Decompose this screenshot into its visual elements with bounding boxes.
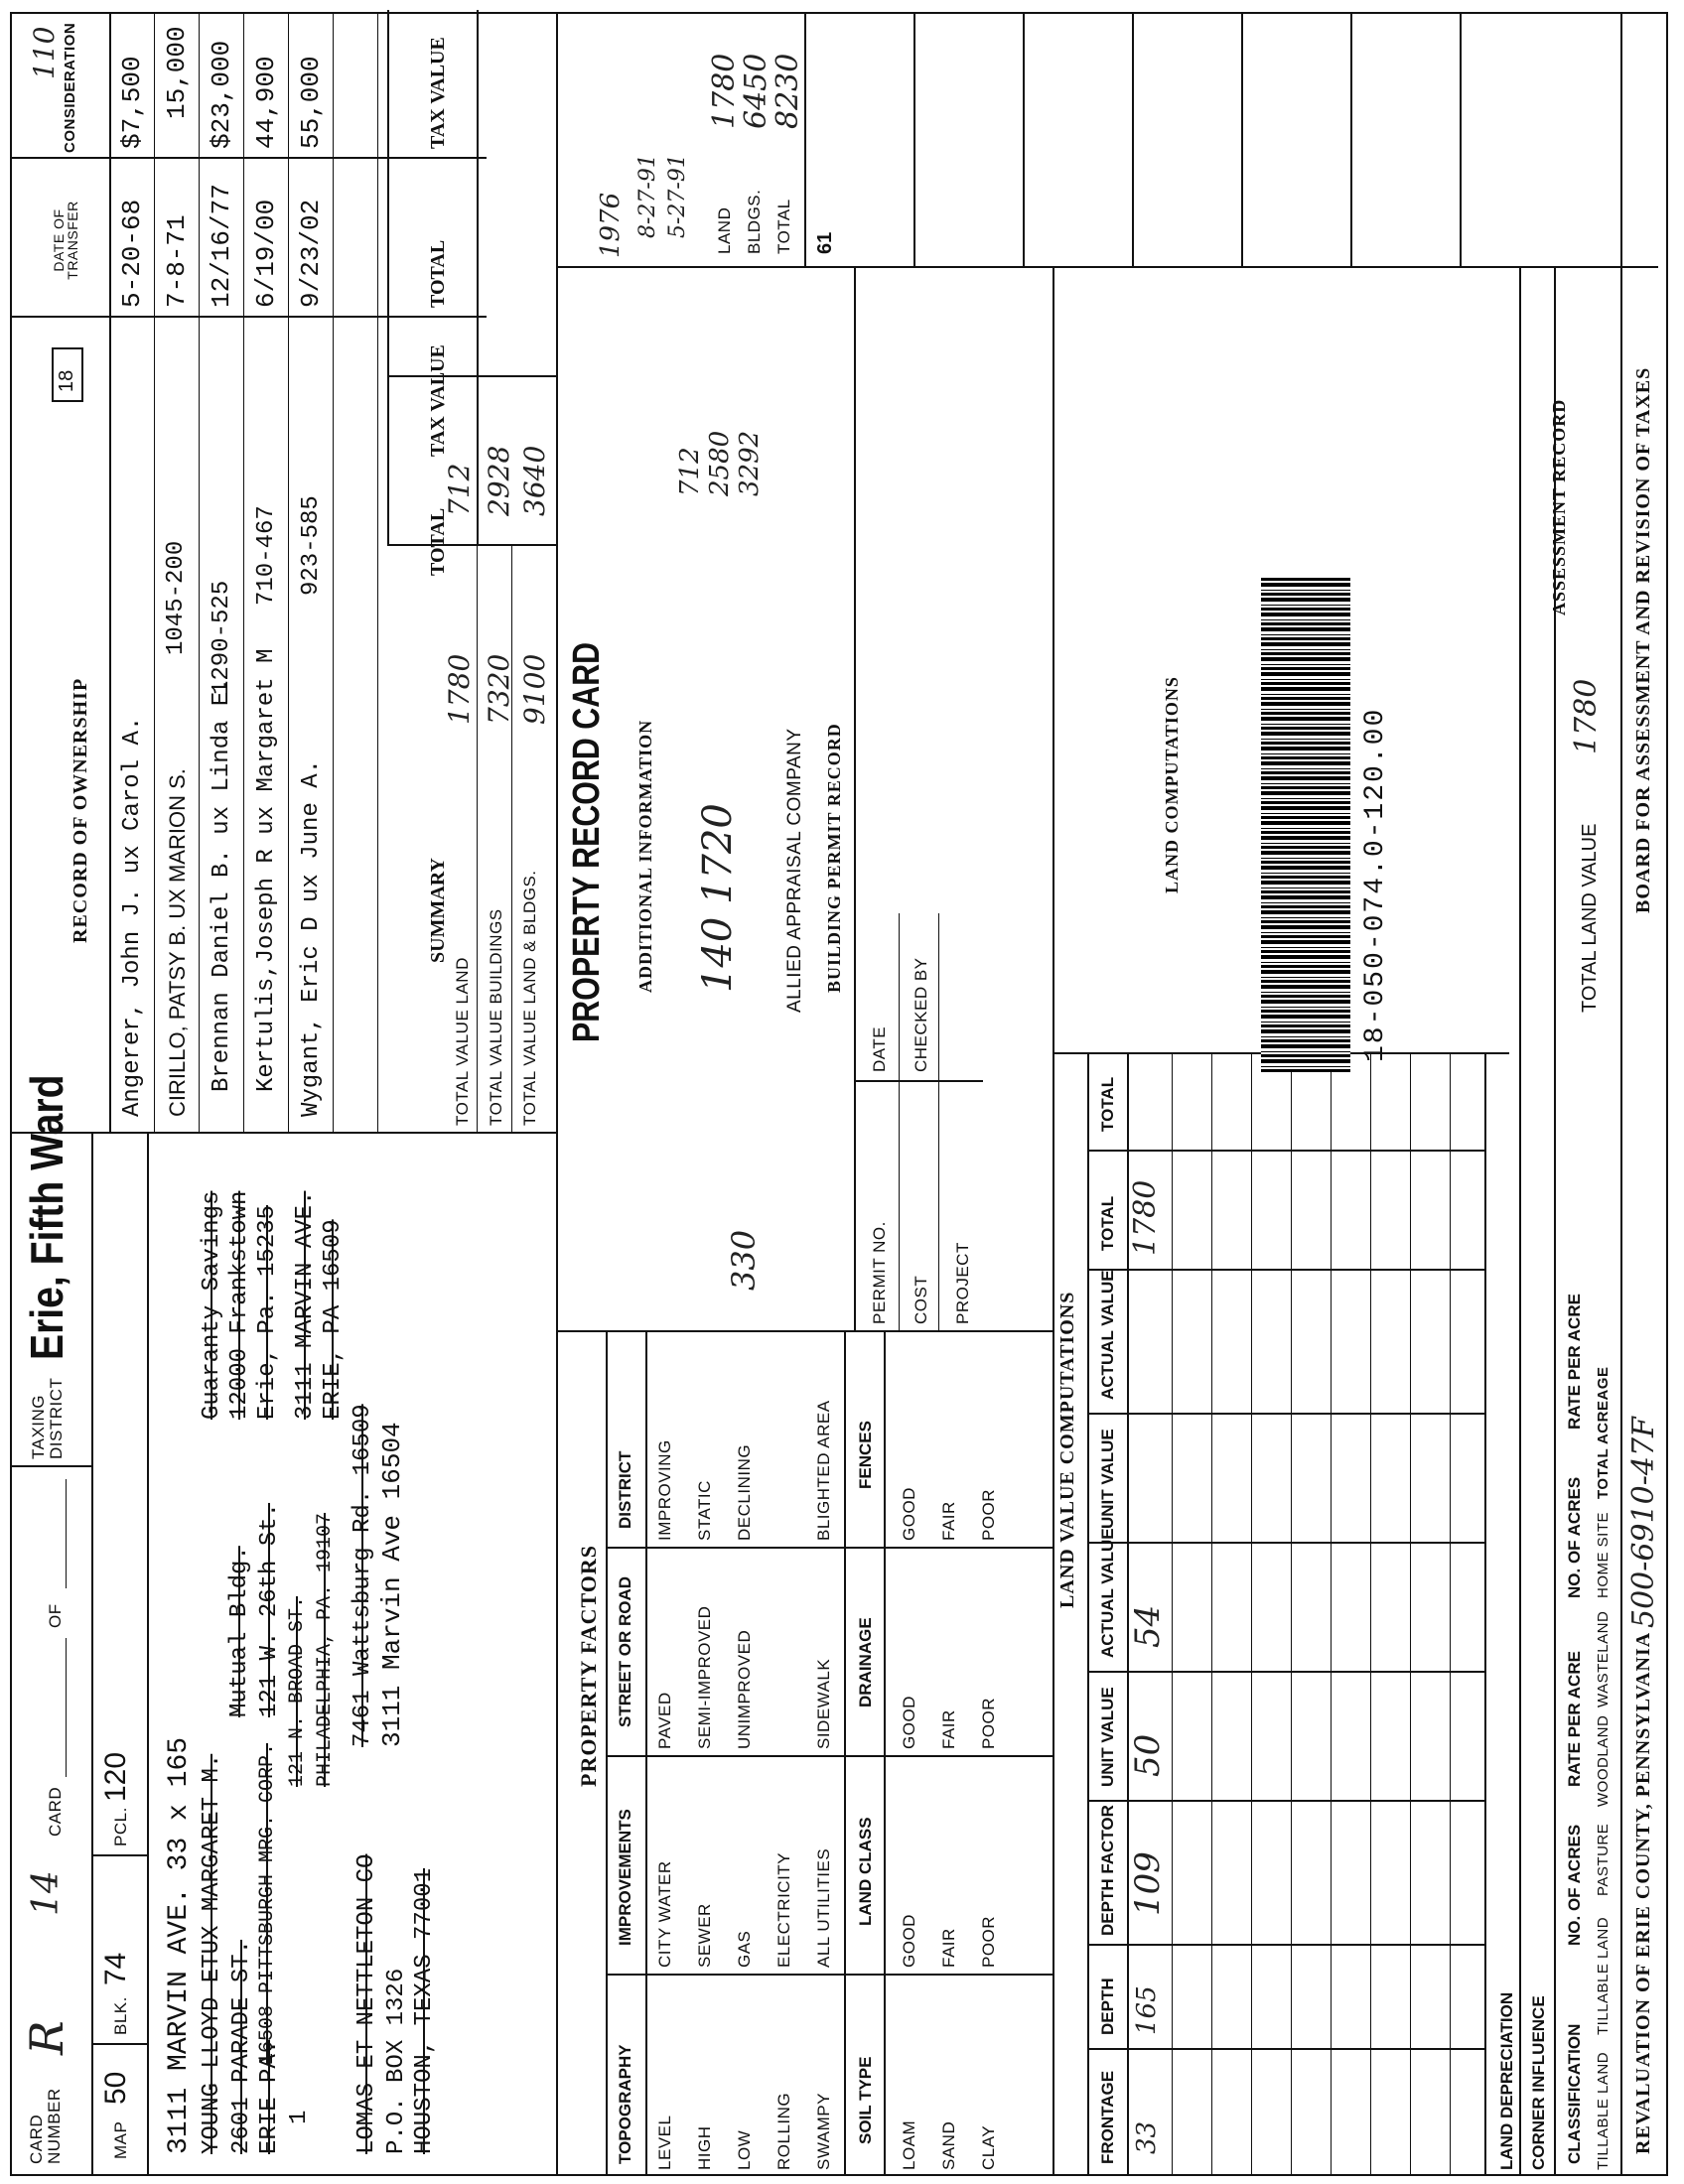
lv-header-depth-factor: DEPTH FACTOR xyxy=(1098,1805,1117,1936)
class-woodland: WOODLAND xyxy=(1595,1714,1612,1807)
factor-header-improvements: IMPROVEMENTS xyxy=(616,1809,634,1946)
assessment-title: ASSESSMENT RECORD xyxy=(1549,398,1569,615)
card-number-label: CARD NUMBER xyxy=(27,2088,64,2164)
address-struck-5: 121 N. BROAD ST. xyxy=(286,1595,309,1787)
of-label: OF xyxy=(46,1603,65,1628)
lv-actual-value: 54 xyxy=(1128,1604,1168,1648)
topo-low: LOW xyxy=(735,2129,754,2170)
address-struck-2: 2601 PARADE ST. xyxy=(228,1939,255,2154)
assessment-date-1: 8-27-91 xyxy=(635,154,660,238)
corner-influence: CORNER INFLUENCE xyxy=(1529,1995,1548,2170)
drainage-header: DRAINAGE xyxy=(856,1617,875,1707)
owner-date-3: 12/16/77 xyxy=(207,184,236,308)
address-marker: 1 xyxy=(286,2110,313,2124)
impr-city-water: CITY WATER xyxy=(655,1860,674,1968)
address-struck-4: 16508 PITTSBURGH MRG. CORP. xyxy=(256,1742,279,2065)
hand-note-2: 330 xyxy=(725,1229,763,1291)
assess-row-bldgs: BLDGS. xyxy=(745,189,764,254)
land-value-title: LAND VALUE COMPUTATIONS xyxy=(1056,1291,1078,1608)
acre-header-no-acres-2: NO. OF ACRES xyxy=(1565,1476,1584,1598)
owner-book-5: 923-585 xyxy=(298,495,325,596)
owner-name-4: Kertulis,Joseph R ux Margaret M xyxy=(253,648,280,1092)
address-right-5: ERIE, PA 16509 xyxy=(320,1219,347,1420)
assessment-date-2: 5-27-91 xyxy=(665,154,690,238)
lv-header-unit-value-2: UNIT VALUE xyxy=(1098,1429,1117,1529)
summary-bldg-total: 7320 xyxy=(483,653,515,725)
total-land-value-label: TOTAL LAND VALUE xyxy=(1579,823,1601,1013)
land-computations: LAND COMPUTATIONS xyxy=(1162,676,1182,893)
assess-land-tax: 712 xyxy=(675,447,705,496)
lv-header-actual-value-1: ACTUAL VALUE xyxy=(1098,1528,1117,1658)
acre-header-classification: CLASSIFICATION xyxy=(1565,2023,1584,2164)
soil-header: SOIL TYPE xyxy=(856,2056,875,2144)
taxing-district-value: Erie, Fifth Ward xyxy=(21,1074,72,1360)
consideration-header: CONSIDERATION xyxy=(62,22,78,153)
owner-name-1: Angerer, John J. ux Carol A. xyxy=(119,716,146,1117)
district-static: STATIC xyxy=(695,1480,714,1541)
barcode-number: 18-050-074.0-120.00 xyxy=(1360,707,1391,1062)
owner-consideration-1: $7,500 xyxy=(117,56,147,149)
footer-right: BOARD FOR ASSESSMENT AND REVISION OF TAXES xyxy=(1632,366,1654,913)
assess-total-tax: 3292 xyxy=(735,430,765,496)
street-semi-improved: SEMI-IMPROVED xyxy=(695,1605,714,1749)
class-tillable-2: TILLABLE LAND xyxy=(1595,1916,1612,2035)
class-tillable-1: TILLABLE LAND xyxy=(1595,2051,1612,2170)
owner-date-5: 9/23/02 xyxy=(296,199,326,308)
owner-name-2: CIRILLO, PATSY B. UX MARION S. xyxy=(165,768,190,1117)
assessment-tax-header: TAX VALUE xyxy=(427,37,449,149)
ownership-title: RECORD OF OWNERSHIP xyxy=(70,677,91,943)
lv-header-total-1: TOTAL xyxy=(1098,1195,1117,1251)
class-good: GOOD xyxy=(900,1914,918,1968)
lv-frontage: 33 xyxy=(1132,2120,1162,2154)
owner-date-2: 7-8-71 xyxy=(162,214,192,308)
owner-book-3: 1290-525 xyxy=(209,580,235,695)
impr-sewer: SEWER xyxy=(695,1903,714,1968)
class-poor: POOR xyxy=(979,1915,998,1968)
assess-bldg-tax: 2580 xyxy=(705,430,735,496)
summary-bldg-tax: 2928 xyxy=(483,445,515,516)
additional-info: ADDITIONAL INFORMATION xyxy=(635,719,655,993)
topo-rolling: ROLLING xyxy=(774,2092,793,2170)
summary-tax-header: TAX VALUE xyxy=(427,344,449,457)
address-current: 3111 Marvin Ave 16504 xyxy=(377,1422,407,1747)
acre-header-rate-1: RATE PER ACRE xyxy=(1565,1651,1584,1787)
assess-row-land: LAND xyxy=(715,206,734,254)
address-struck-6: PHILADELPHIA, PA. 19107 xyxy=(314,1512,337,1787)
taxing-district-label: TAXING DISTRICT xyxy=(29,1377,66,1459)
address-struck-8: 121 W. 26th St. xyxy=(256,1502,283,1717)
class-wasteland: WASTELAND xyxy=(1595,1610,1612,1707)
lv-depth-factor: 109 xyxy=(1128,1851,1168,1916)
permit-cost-label: COST xyxy=(912,1275,930,1324)
soil-sand: SAND xyxy=(939,2120,958,2170)
address-line-1: 3111 MARVIN AVE. 33 x 165 xyxy=(164,1736,195,2154)
land-class-header: LAND CLASS xyxy=(856,1817,875,1926)
lender-struck-1: LOMAS ET NETTLETON CO xyxy=(353,1853,380,2154)
topo-high: HIGH xyxy=(695,2125,714,2170)
owner-consideration-5: 55,000 xyxy=(296,56,326,149)
property-record-title: PROPERTY RECORD CARD xyxy=(566,641,608,1042)
street-unimproved: UNIMPROVED xyxy=(735,1629,754,1749)
permit-project-label: PROJECT xyxy=(953,1242,972,1324)
acre-header-no-acres-1: NO. OF ACRES xyxy=(1565,1824,1584,1946)
map-label: MAP xyxy=(111,2120,130,2159)
fences-poor: POOR xyxy=(979,1488,998,1541)
owner-consideration-2: 15,000 xyxy=(162,26,192,119)
assess-total-value: 8230 xyxy=(771,53,805,129)
total-land-value-hand: 1780 xyxy=(1569,678,1604,754)
district-improving: IMPROVING xyxy=(655,1439,674,1541)
topo-swampy: SWAMPY xyxy=(814,2093,833,2170)
drainage-fair: FAIR xyxy=(939,1709,958,1749)
hand-note: 140 1720 xyxy=(695,803,741,993)
summary-total-total: 9100 xyxy=(518,653,551,725)
street-sidewalk: SIDEWALK xyxy=(814,1658,833,1749)
land-depreciation: LAND DEPRECIATION xyxy=(1497,1991,1516,2170)
class-fair: FAIR xyxy=(939,1928,958,1968)
assess-bldg-value: 6450 xyxy=(739,53,773,129)
factor-header-district: DISTRICT xyxy=(616,1450,634,1529)
street-paved: PAVED xyxy=(655,1692,674,1749)
drainage-good: GOOD xyxy=(900,1696,918,1749)
impr-electricity: ELECTRICITY xyxy=(774,1851,793,1968)
lv-header-actual-value-2: ACTUAL VALUE xyxy=(1098,1270,1117,1400)
assessment-total-header: TOTAL xyxy=(427,239,449,308)
date-header: DATE OF TRANSFER xyxy=(51,201,80,280)
lender-struck-3: HOUSTON, TEXAS 77001 xyxy=(411,1867,438,2154)
fences-fair: FAIR xyxy=(939,1501,958,1541)
appraisal-company: ALLIED APPRAISAL COMPANY xyxy=(784,728,805,1013)
owner-book-4: 710-467 xyxy=(253,505,280,606)
assess-land-value: 1780 xyxy=(707,53,742,129)
summary-total-tax: 3640 xyxy=(518,445,551,516)
map-value: 50 xyxy=(99,2071,132,2105)
summary-row-land: TOTAL VALUE LAND xyxy=(453,957,472,1126)
class-total-acreage: TOTAL ACREAGE xyxy=(1595,1366,1612,1499)
address-right-3: Erie, Pa. 15235 xyxy=(254,1204,281,1420)
lv-header-total-2: TOTAL xyxy=(1098,1076,1117,1132)
summary-land-total: 1780 xyxy=(443,653,476,725)
owner-date-4: 6/19/00 xyxy=(251,199,281,308)
card-value: 14 xyxy=(26,1870,67,1916)
topo-level: LEVEL xyxy=(655,2115,674,2170)
address-right-2: 12000 Frankstown xyxy=(226,1190,253,1420)
permit-no-label: PERMIT NO. xyxy=(870,1221,889,1324)
lv-header-frontage: FRONTAGE xyxy=(1098,2070,1117,2164)
lender-struck-2: P.O. BOX 1326 xyxy=(383,1968,410,2154)
permit-title: BUILDING PERMIT RECORD xyxy=(824,723,844,993)
owner-name-3: Brennan Daniel B. ux Linda E. xyxy=(209,677,235,1092)
footer-left: REVALUATION OF ERIE COUNTY, PENNSYLVANIA xyxy=(1632,1631,1654,2154)
lv-header-unit-value-1: UNIT VALUE xyxy=(1098,1687,1117,1787)
address-struck-7: Mutual Bldg. xyxy=(226,1546,253,1717)
impr-gas: GAS xyxy=(735,1930,754,1968)
summary-row-buildings: TOTAL VALUE BUILDINGS xyxy=(487,908,505,1126)
corner-number: 18 xyxy=(56,369,77,392)
lv-total: 1780 xyxy=(1128,1179,1163,1256)
impr-all-utilities: ALL UTILITIES xyxy=(814,1847,833,1968)
factor-header-topography: TOPOGRAPHY xyxy=(616,2044,634,2164)
address-struck-3: ERIE PA. xyxy=(256,2039,283,2154)
factor-header-street: STREET OR ROAD xyxy=(616,1575,634,1727)
lv-unit-value: 50 xyxy=(1128,1733,1168,1777)
pcl-value: 120 xyxy=(99,1751,132,1802)
assessment-year-mark: 61 xyxy=(814,231,836,254)
footer-hand: 500-6910-47F xyxy=(1626,1417,1661,1628)
fences-header: FENCES xyxy=(856,1421,875,1489)
card-label: CARD xyxy=(46,1786,65,1837)
summary-land-tax: 712 xyxy=(443,463,476,516)
assess-row-total: TOTAL xyxy=(774,199,793,254)
lv-header-depth: DEPTH xyxy=(1098,1978,1117,2035)
owner-consideration-4: 44,900 xyxy=(251,56,281,149)
blk-value: 74 xyxy=(99,1952,132,1985)
soil-loam: LOAM xyxy=(900,2119,918,2170)
fences-good: GOOD xyxy=(900,1487,918,1541)
blk-label: BLK. xyxy=(111,1996,130,2035)
factors-title: PROPERTY FACTORS xyxy=(576,1544,601,1787)
pcl-label: PCL. xyxy=(111,1807,130,1846)
district-blighted: BLIGHTED AREA xyxy=(814,1400,833,1541)
soil-clay: CLAY xyxy=(979,2124,998,2170)
address-right-4: 3111 MARVIN AVE. xyxy=(292,1190,319,1420)
summary-title: SUMMARY xyxy=(427,858,449,963)
owner-name-5: Wygant, Eric D ux June A. xyxy=(298,758,325,1117)
lv-depth: 165 xyxy=(1132,1985,1162,2035)
owner-book-2: 1045-200 xyxy=(163,540,190,655)
card-number-value: R xyxy=(20,2020,73,2055)
district-declining: DECLINING xyxy=(735,1443,754,1541)
permit-date-label: DATE xyxy=(870,1025,889,1072)
summary-row-total: TOTAL VALUE LAND & BLDGS. xyxy=(520,870,539,1126)
address-right-1: Guaranty Savings xyxy=(199,1190,225,1420)
summary-total-header: TOTAL xyxy=(427,507,449,576)
owner-date-1: 5-20-68 xyxy=(117,199,147,308)
address-struck-mid: 7461 Wattsburg Rd. 16509 xyxy=(350,1404,376,1747)
barcode xyxy=(1261,576,1350,1072)
class-home-site: HOME SITE xyxy=(1595,1511,1612,1598)
drainage-poor: POOR xyxy=(979,1697,998,1749)
owner-consideration-3: $23,000 xyxy=(207,40,236,149)
corner-mark: 110 xyxy=(28,26,61,79)
assessment-year: 1976 xyxy=(596,192,626,258)
class-pasture: PASTURE xyxy=(1595,1823,1612,1896)
permit-checked-label: CHECKED BY xyxy=(912,957,930,1072)
address-struck-1: YOUNG LLOYD ETUX MARGARET M. xyxy=(199,1753,225,2154)
acre-header-rate-2: RATE PER ACRE xyxy=(1565,1294,1584,1430)
